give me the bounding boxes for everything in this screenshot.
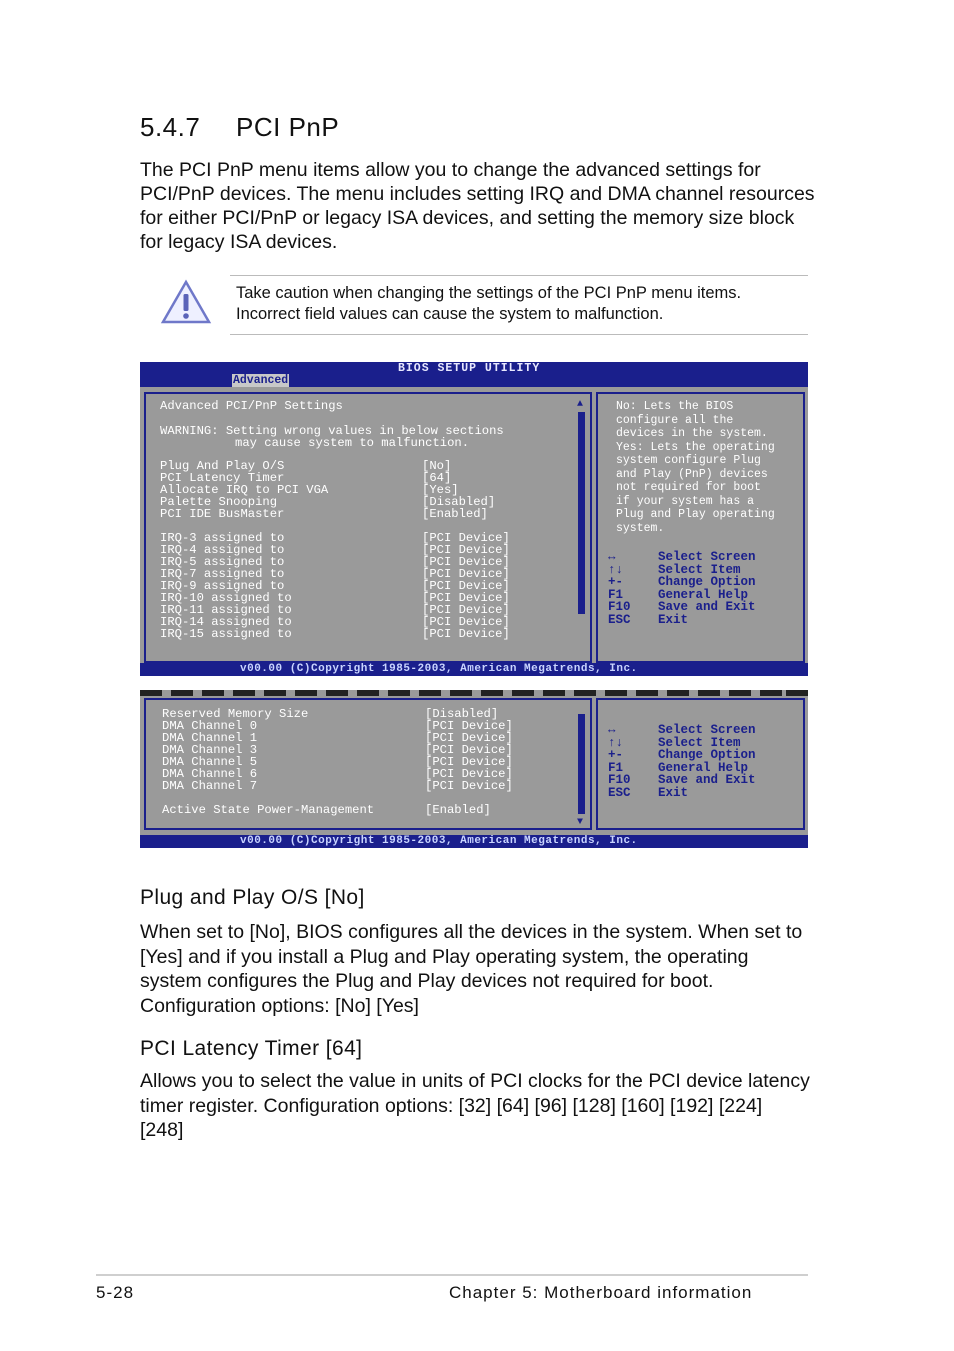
setting-value[interactable]: [Disabled]: [425, 707, 499, 721]
tear-edge: [140, 690, 162, 696]
irq-value[interactable]: [PCI Device]: [422, 531, 510, 545]
setting-pci-ide-busmaster[interactable]: PCI IDE BusMaster: [160, 507, 285, 521]
bios-settings-panel: [144, 392, 592, 663]
tear-edge: [786, 690, 808, 696]
arrow-left-right-icon: ↔: [608, 550, 616, 564]
tear-edge: [264, 690, 286, 696]
bios-settings-panel: [144, 698, 592, 830]
subheading-pci-latency-timer: PCI Latency Timer [64]: [140, 1037, 363, 1060]
tear-edge: [233, 690, 255, 696]
help-line: system.: [616, 521, 665, 535]
help-line: Yes: Lets the operating: [616, 440, 775, 454]
arrow-up-down-icon: ↑↓: [608, 562, 624, 577]
key-hint-change-option: +- Change Option: [608, 748, 756, 762]
irq-row[interactable]: IRQ-14 assigned to: [160, 615, 292, 629]
dma-channel-row[interactable]: DMA Channel 7: [162, 779, 258, 793]
bios-titlebar: [140, 362, 808, 387]
irq-value[interactable]: [PCI Device]: [422, 543, 510, 557]
help-line: configure all the: [616, 413, 734, 427]
tear-edge: [605, 690, 627, 696]
help-line: No: Lets the BIOS: [616, 400, 734, 413]
paragraph-plug-and-play: When set to [No], BIOS configures all the devices in the system. When set to [Yes] and if you install a Plug and Play operating system, the operating system configures the Plug and Play devices not required for boot. Configuration options: [No] [Yes]: [140, 921, 803, 1017]
setting-active-state-power-management[interactable]: Active State Power-Management: [162, 803, 375, 817]
bios-help-panel: [596, 392, 805, 663]
setting-value[interactable]: [PCI Device]: [425, 731, 513, 745]
irq-value[interactable]: [PCI Device]: [422, 591, 510, 605]
setting-value[interactable]: [PCI Device]: [425, 767, 513, 781]
bios-copyright: v00.00 (C)Copyright 1985-2003, American Megatrends, Inc.: [240, 835, 638, 847]
bios-screen-bottom: [140, 690, 808, 848]
setting-pci-latency-timer[interactable]: PCI Latency Timer: [160, 471, 285, 485]
tear-edge: [450, 690, 472, 696]
subheading-plug-and-play: Plug and Play O/S [No]: [140, 886, 365, 909]
tear-edge: [698, 690, 720, 696]
intro-paragraph: The PCI PnP menu items allow you to change the advanced settings for PCI/PnP devices. The menu includes setting IRQ and DMA channel resources for either PCI/PnP or legacy ISA devices, and setting the memory size block for legacy ISA devices.: [140, 159, 815, 253]
key-hint-save-exit: F10 Save and Exit: [608, 600, 756, 614]
chapter-title: Chapter 5: Motherboard information: [449, 1283, 753, 1302]
setting-reserved-memory-size[interactable]: Reserved Memory Size: [162, 707, 309, 721]
key-hint-select-screen: ↔ Select Screen: [608, 723, 756, 737]
irq-row[interactable]: IRQ-9 assigned to: [160, 579, 285, 593]
tear-edge: [729, 690, 751, 696]
caution-text: Take caution when changing the settings of the PCI PnP menu items. Incorrect field values can cause the system to malfunction.: [236, 284, 742, 323]
irq-row[interactable]: IRQ-7 assigned to: [160, 567, 285, 581]
setting-value[interactable]: [Yes]: [422, 483, 459, 497]
tear-edge: [512, 690, 534, 696]
help-line: and Play (PnP) devices: [616, 467, 768, 481]
panel-header: Advanced PCI/PnP Settings: [160, 399, 343, 413]
scroll-up-icon[interactable]: ▲: [577, 399, 584, 410]
help-line: system configure Plug: [616, 454, 761, 467]
tear-edge: [667, 690, 689, 696]
irq-row[interactable]: IRQ-10 assigned to: [160, 591, 292, 605]
bios-copyright: v00.00 (C)Copyright 1985-2003, American Megatrends, Inc.: [240, 663, 638, 675]
key-hint-select-screen: ↔ Select Screen: [608, 550, 756, 564]
dma-channel-row[interactable]: DMA Channel 5: [162, 755, 258, 769]
irq-row[interactable]: IRQ-4 assigned to: [160, 543, 285, 557]
tear-edge: [481, 690, 503, 696]
tear-edge: [636, 690, 658, 696]
key-hint-change-option: +- Change Option: [608, 575, 756, 589]
setting-value[interactable]: [PCI Device]: [425, 755, 513, 769]
bios-help-panel: [596, 698, 805, 830]
tear-edge: [295, 690, 317, 696]
key-hint-general-help: F1 General Help: [608, 760, 749, 775]
key-hint-select-item: ↑↓ Select Item: [608, 562, 741, 577]
paragraph-pci-latency-timer: Allows you to select the value in units of PCI clocks for the PCI device latency timer register. Configuration options: [32] [64] [96] [128] [160] [192] [224] [248]: [140, 1070, 810, 1141]
setting-value[interactable]: [64]: [422, 471, 452, 485]
section-heading: [140, 112, 339, 143]
help-line: devices in the system.: [616, 427, 768, 440]
scrollbar-thumb[interactable]: [578, 714, 585, 814]
setting-value[interactable]: [No]: [422, 459, 452, 473]
key-hint-save-exit: F10 Save and Exit: [608, 773, 756, 787]
warning-line: may cause system to malfunction.: [235, 436, 470, 450]
tear-edge: [326, 690, 348, 696]
dma-channel-row[interactable]: DMA Channel 1: [162, 731, 258, 745]
help-line: Plug and Play operating: [616, 508, 775, 521]
tear-edge: [202, 690, 224, 696]
footer-rule: [96, 1274, 808, 1276]
dma-channel-row[interactable]: DMA Channel 3: [162, 743, 258, 757]
key-hint-exit: ESC Exit: [608, 785, 689, 800]
scroll-down-icon[interactable]: ▼: [577, 817, 584, 828]
irq-value[interactable]: [PCI Device]: [422, 603, 510, 617]
tear-edge: [760, 690, 782, 696]
setting-value[interactable]: [Enabled]: [425, 803, 491, 817]
key-hint-exit: ESC Exit: [608, 612, 689, 627]
tear-edge: [419, 690, 441, 696]
setting-value[interactable]: [PCI Device]: [425, 743, 513, 757]
warning-triangle-icon: [160, 279, 212, 325]
arrow-left-right-icon: ↔: [608, 723, 616, 737]
tear-edge: [171, 690, 193, 696]
tear-edge: [574, 690, 596, 696]
irq-value[interactable]: [PCI Device]: [422, 579, 510, 593]
irq-row[interactable]: IRQ-3 assigned to: [160, 531, 285, 545]
scrollbar-thumb[interactable]: [578, 412, 585, 614]
setting-allocate-irq-vga[interactable]: Allocate IRQ to PCI VGA: [160, 483, 329, 497]
irq-value[interactable]: [PCI Device]: [422, 627, 510, 641]
bios-footer: [140, 663, 808, 676]
setting-palette-snooping[interactable]: Palette Snooping: [160, 495, 278, 509]
setting-plug-and-play-os[interactable]: Plug And Play O/S: [160, 459, 285, 473]
setting-value[interactable]: [PCI Device]: [425, 719, 513, 733]
setting-value[interactable]: [Enabled]: [422, 507, 488, 521]
page-number: 5-28: [96, 1283, 135, 1302]
key-hint-select-item: ↑↓ Select Item: [608, 735, 741, 750]
irq-value[interactable]: [PCI Device]: [422, 615, 510, 629]
tab-advanced[interactable]: Advanced: [233, 374, 289, 387]
arrow-up-down-icon: ↑↓: [608, 735, 624, 750]
setting-value[interactable]: [Disabled]: [422, 495, 496, 509]
help-line: not required for boot: [616, 481, 761, 494]
section-number: 5.4.7: [140, 112, 201, 142]
irq-row[interactable]: IRQ-5 assigned to: [160, 555, 285, 569]
bios-footer: [140, 835, 808, 848]
bios-title: BIOS SETUP UTILITY: [398, 362, 541, 375]
irq-value[interactable]: [PCI Device]: [422, 567, 510, 581]
section-title: PCI PnP: [236, 112, 340, 142]
warning-line: WARNING: Setting wrong values in below sections: [160, 424, 504, 438]
tear-edge: [388, 690, 410, 696]
irq-row[interactable]: IRQ-15 assigned to: [160, 627, 292, 641]
dma-channel-row[interactable]: DMA Channel 6: [162, 767, 258, 781]
tear-edge: [543, 690, 565, 696]
irq-row[interactable]: IRQ-11 assigned to: [160, 603, 292, 617]
tear-edge: [357, 690, 379, 696]
dma-channel-row[interactable]: DMA Channel 0: [162, 719, 258, 733]
irq-value[interactable]: [PCI Device]: [422, 555, 510, 569]
key-hint-general-help: F1 General Help: [608, 587, 749, 602]
help-line: if your system has a: [616, 494, 755, 508]
setting-value[interactable]: [PCI Device]: [425, 779, 513, 793]
bios-screen-top: [140, 362, 808, 676]
